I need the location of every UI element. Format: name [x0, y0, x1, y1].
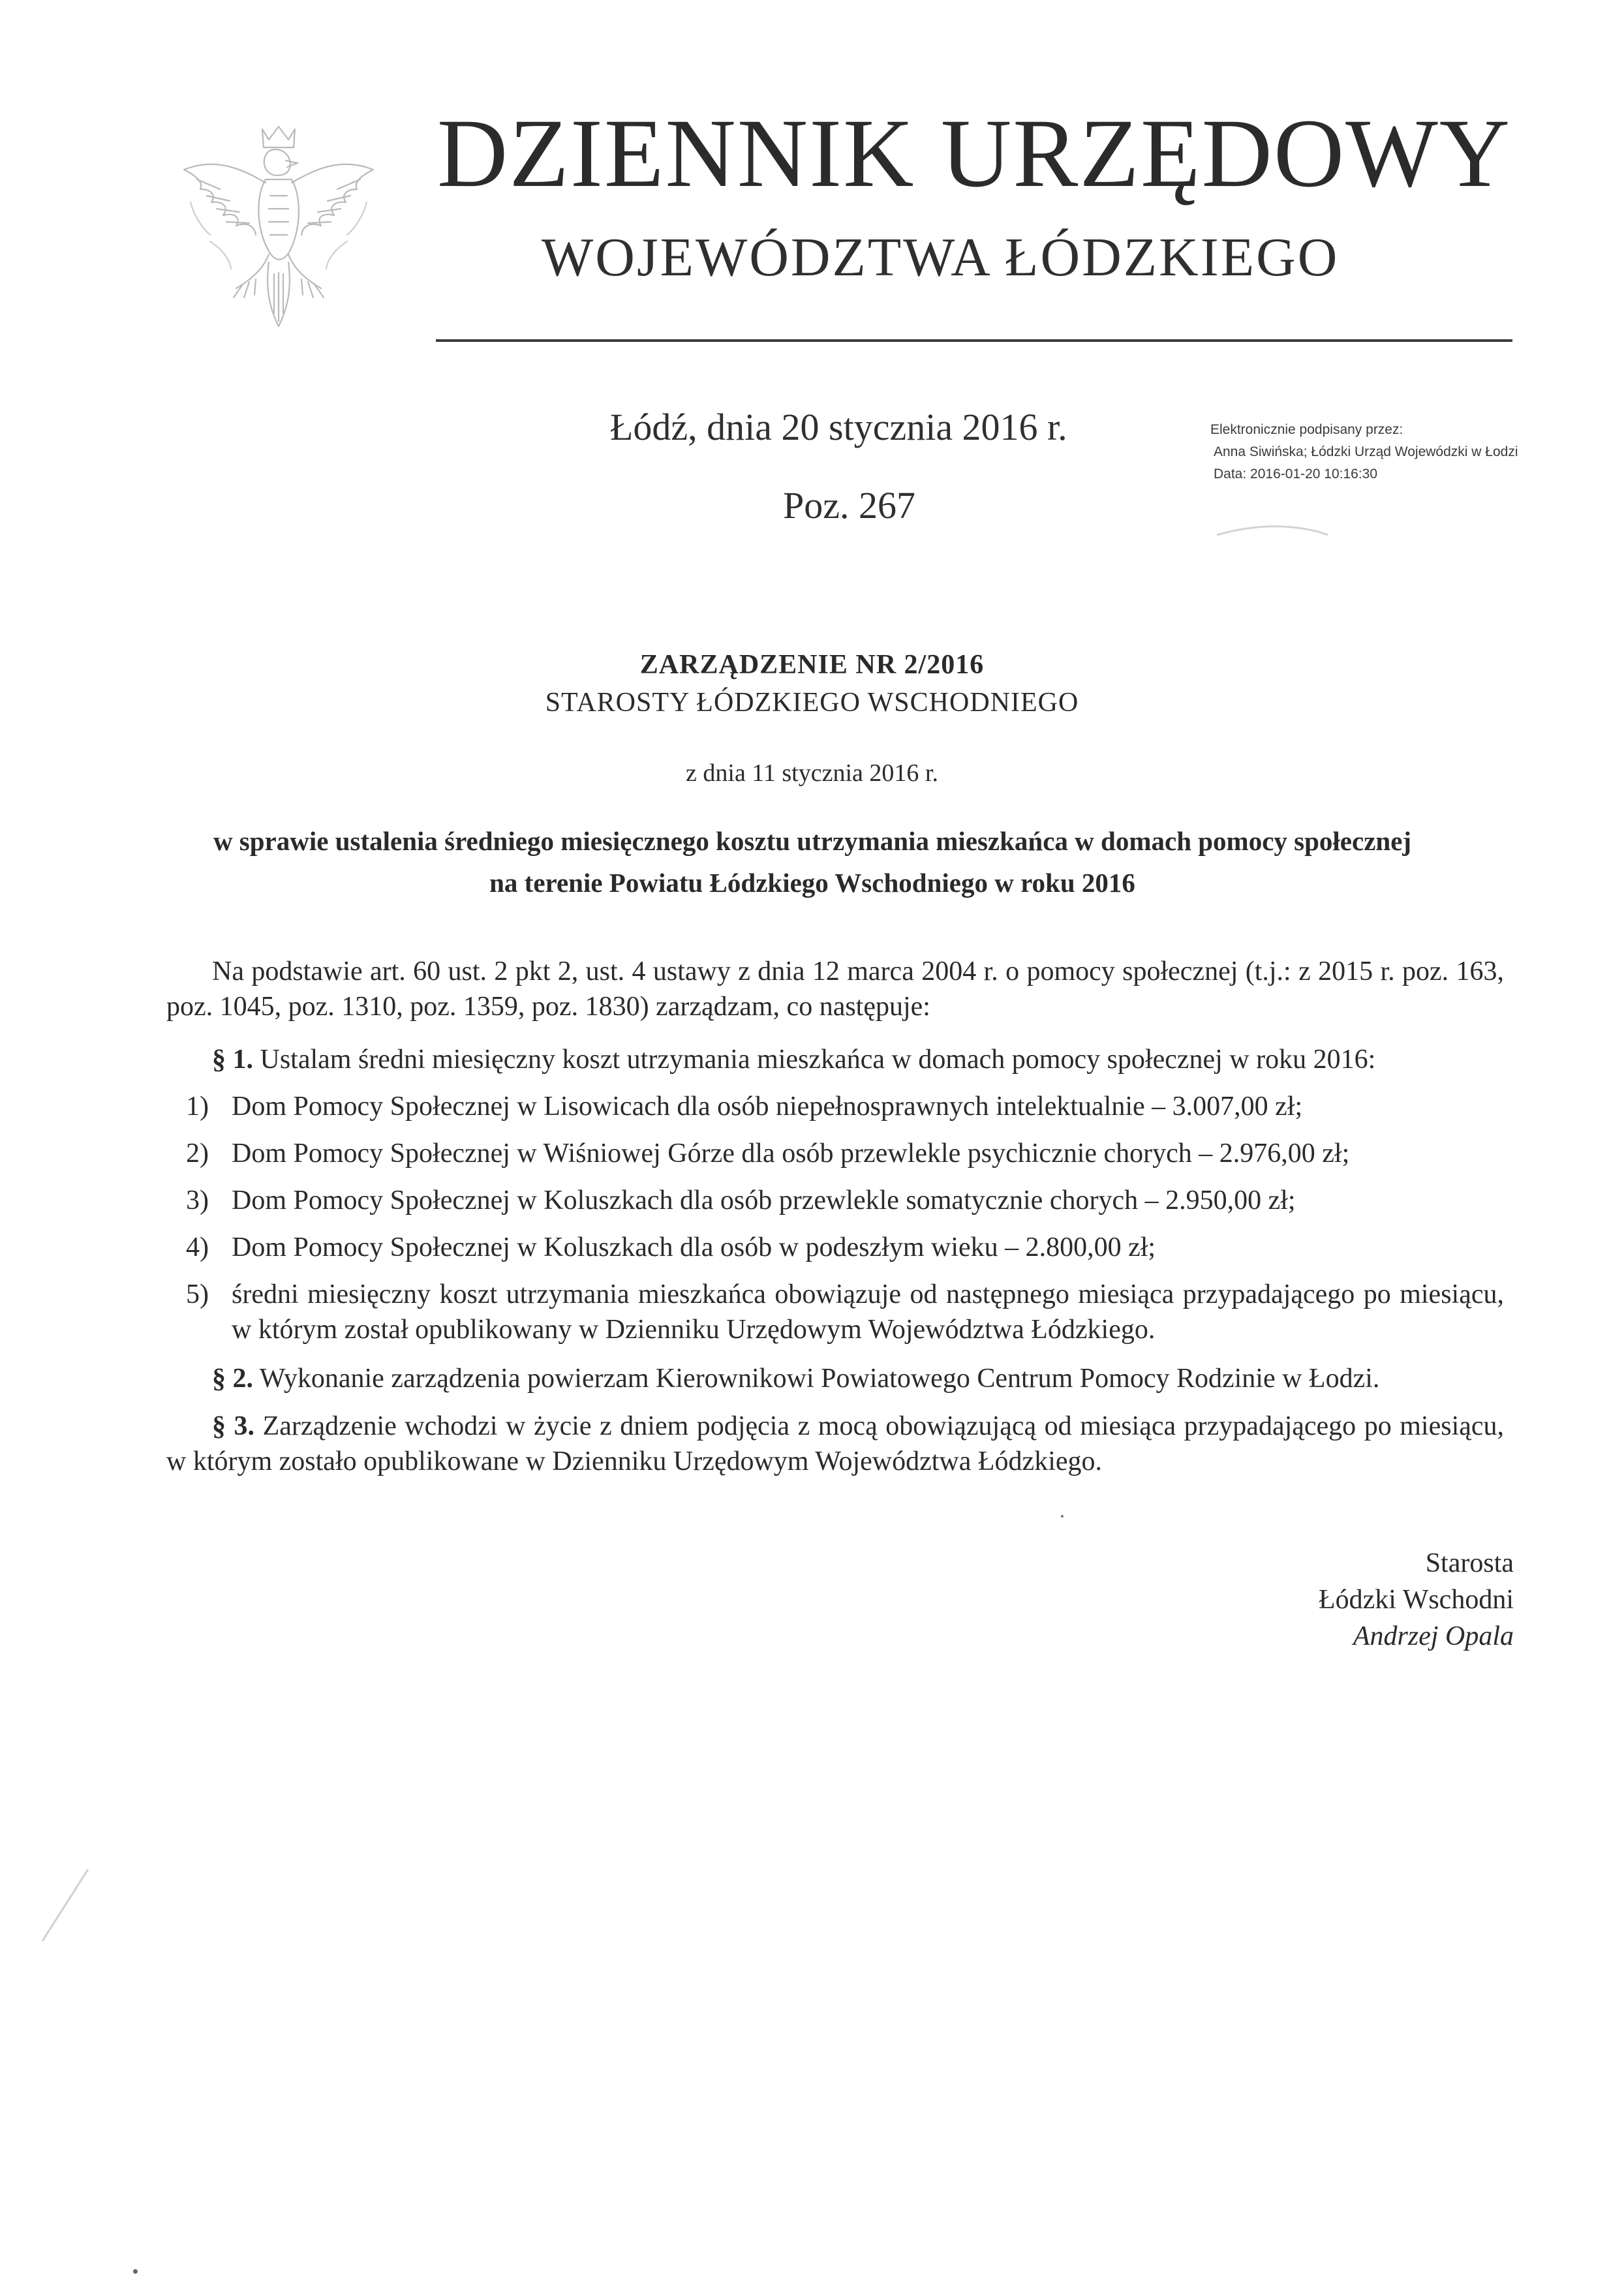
list-item-text: Dom Pomocy Społecznej w Lisowicach dla osób niepełnosprawnych intelektualnie – 3.007,00 zł; — [232, 1092, 1303, 1122]
section-mark: § 1. — [212, 1045, 253, 1075]
scan-mark — [1061, 1515, 1064, 1518]
list-item-number: 4) — [186, 1232, 209, 1262]
act-subject-line: w sprawie ustalenia średniego miesięcznego kosztu utrzymania mieszkańca w domach pomocy społecznej — [213, 826, 1412, 856]
gazette-subtitle: WOJEWÓDZTWA ŁÓDZKIEGO — [542, 227, 1340, 288]
signatory-office: Łódzki Wschodni — [1318, 1585, 1514, 1615]
section-text: Zarządzenie wchodzi w życie z dniem podjęcia z mocą obowiązującą od miesiąca przypadającego po miesiącu, w którym zostało opublikowane w Dzienniku Urzędowym Województwa Łódzkiego. — [166, 1411, 1505, 1476]
publication-date: Łódź, dnia 20 stycznia 2016 r. — [610, 406, 1067, 448]
act-date: z dnia 11 stycznia 2016 r. — [686, 759, 938, 787]
act-number: ZARZĄDZENIE NR 2/2016 — [639, 650, 985, 680]
esig-date: Data: 2016-01-20 10:16:30 — [1214, 466, 1378, 481]
act-subject — [157, 820, 1468, 904]
scan-line-artifact — [39, 1866, 91, 1944]
preamble: Na podstawie art. 60 ust. 2 pkt 2, ust. 4 ustawy z dnia 12 marca 2004 r. o pomocy społecznej (t.j.: z 2015 r. poz. 163, poz. 1045, poz. 1310, poz. 1359, poz. 1830) zarządzam, co następuje: — [166, 956, 1504, 1022]
position-number: Poz. 267 — [783, 484, 915, 527]
act-issuer: STAROSTY ŁÓDZKIEGO WSCHODNIEGO — [545, 688, 1079, 718]
list-item-number: 2) — [186, 1138, 209, 1169]
scan-mark — [133, 2269, 138, 2274]
esig-label: Elektronicznie podpisany przez: — [1210, 422, 1403, 437]
signature-block — [1122, 1545, 1514, 1655]
stamp-smudge-icon — [1214, 515, 1331, 542]
signatory-title: Starosta — [1425, 1548, 1514, 1578]
list-item-number: 1) — [186, 1092, 209, 1122]
section-1 — [166, 1042, 1504, 1077]
list-item-text: Dom Pomocy Społecznej w Koluszkach dla osób przewlekle somatycznie chorych – 2.950,00 zł; — [232, 1185, 1296, 1215]
list-item-text: Dom Pomocy Społecznej w Wiśniowej Górze dla osób przewlekle psychicznie chorych – 2.976,00 zł; — [232, 1138, 1350, 1169]
section-mark: § 3. — [212, 1411, 255, 1441]
esig-signer: Anna Siwińska; Łódzki Urząd Wojewódzki w Łodzi — [1214, 444, 1518, 459]
section-3 — [166, 1409, 1504, 1479]
list-item-text: średni miesięczny koszt utrzymania mieszkańca obowiązuje od następnego miesiąca przypadającego po miesiącu, w którym został opublikowany w Dzienniku Urzędowym Województwa Łódzkiego. — [232, 1279, 1504, 1345]
section-mark: § 2. — [212, 1364, 253, 1394]
eagle-emblem-icon — [171, 117, 386, 339]
list-item-number: 5) — [186, 1279, 209, 1309]
list-item-number: 3) — [186, 1185, 209, 1215]
signatory-name: Andrzej Opala — [1353, 1621, 1514, 1651]
section-text: Wykonanie zarządzenia powierzam Kierownikowi Powiatowego Centrum Pomocy Rodzinie w Łodzi. — [259, 1364, 1380, 1394]
section-text: Ustalam średni miesięczny koszt utrzymania mieszkańca w domach pomocy społecznej w roku 2016: — [260, 1045, 1376, 1075]
section-2 — [166, 1361, 1504, 1396]
list-item-text: Dom Pomocy Społecznej w Koluszkach dla osób w podeszłym wieku – 2.800,00 zł; — [232, 1232, 1156, 1262]
act-subject-line: na terenie Powiatu Łódzkiego Wschodniego w roku 2016 — [489, 868, 1135, 898]
electronic-signature-block — [1210, 419, 1518, 485]
gazette-title: DZIENNIK URZĘDOWY — [437, 99, 1512, 207]
masthead-divider — [436, 339, 1512, 342]
